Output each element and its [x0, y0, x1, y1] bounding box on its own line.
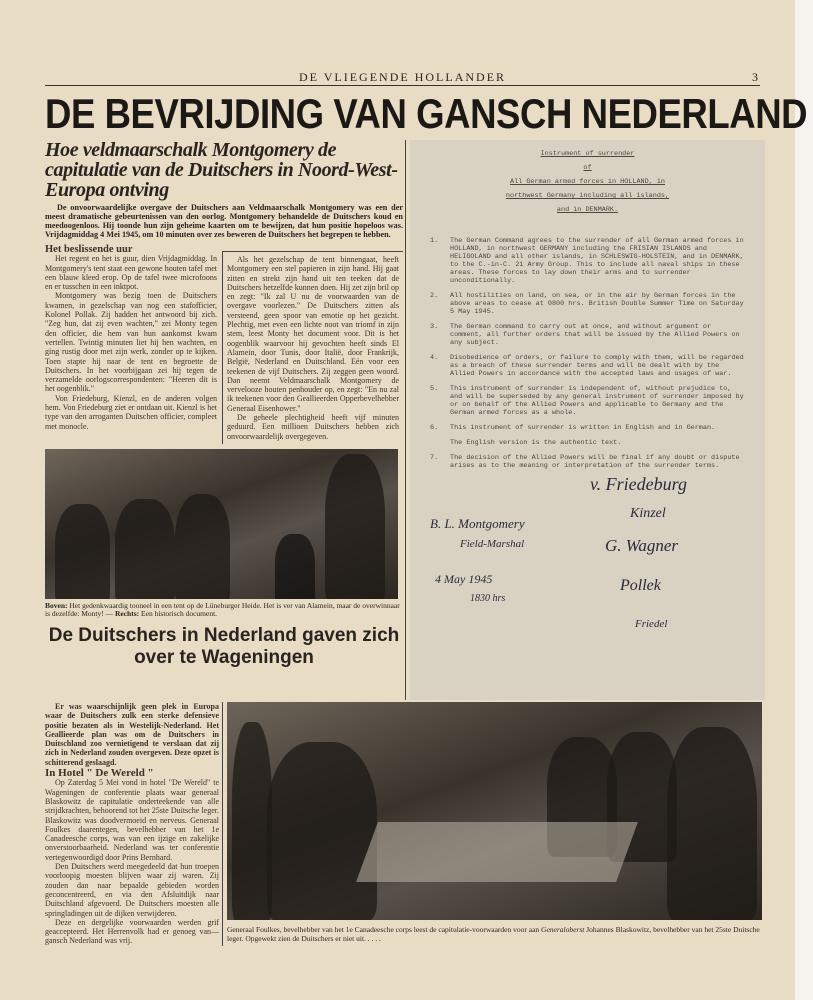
signature-montgomery: B. L. Montgomery — [430, 516, 525, 531]
clause-number: 6. — [430, 424, 439, 432]
paragraph: Den Duitschers werd meegedeeld dat hun troepen voorloopig moesten blijven waar zij waren. Zij zouden dan naar bepaalde gebieden worden geconcentreerd, en via den Afsluitdijk naar Duitschland afgevoerd. De Duitschers moesten alle springladingen uit de dijken verwijderen. — [45, 862, 219, 918]
photo-caption-2: Generaal Foulkes, bevelhebber van het 1e Canadeesche corps leest de capitulatie-voorwaarden voor aan Generaloberst Johannes Blaskowitz, bevelhebber van het 25ste Duitsche leger. Opgewekt zien de Duitschers er niet uit. . . . . — [227, 925, 760, 943]
left-column-flow — [45, 140, 403, 669]
signature-german-2: Kinzel — [630, 506, 666, 521]
clause-text: This instrument of surrender is independent of, without prejudice to, and will be superseded by any general instrument of surrender imposed by or on behalf of the Allied Powers and applicable to Germany and the German armed forces as a whole. — [450, 385, 744, 417]
paragraph: Op Zaterdag 5 Mei vond in hotel "De Wereld" te Wageningen de conferentie plaats waar generaal Blaskowitz de capitulatie onderteekende van alle strijdkrachten, behoorend tot het 25ste Duitsche leger. Blaskowitz was doodvermoeid en nerveus. Generaal Foulkes daarentegen, bevelhebber van het 1e Canadeesche corps, was van een ijzige en zakelijke onverstoorbaarheid. Nederland was ter conferentie vertegenwoordigd door Prins Bernhard. — [45, 778, 219, 862]
paragraph: Deze en dergelijke voorwaarden werden grif geaccepteerd. Het Herrenvolk had er genoeg van—gansch Nederland was vrij. — [45, 917, 219, 946]
doc-clause — [430, 237, 745, 285]
doc-title: northwest Germany including all islands, — [505, 192, 670, 200]
clause-text: The decision of the Allied Powers will be final if any doubt or dispute arises as to the meaning or interpretation of the surrender terms. — [450, 454, 740, 470]
doc-clause — [430, 292, 745, 316]
surrender-document — [410, 140, 765, 700]
paragraph: Het regent en het is guur, dien Vrijdagmiddag. In Montgomery's tent staat een gewone houten tafel met een blauw kleed erop. Op de tafel twee microfoons en er tusschen in een inktpot. — [45, 254, 217, 292]
clause-number: 4. — [430, 354, 439, 362]
doc-clause — [430, 385, 745, 417]
doc-clause — [430, 354, 745, 378]
photo-wageningen-conference — [227, 702, 762, 920]
signature-german-3: G. Wagner — [605, 536, 679, 555]
article2-headline: De Duitschers in Nederland gaven zich over te Wageningen — [48, 624, 400, 668]
doc-title: All German armed forces in HOLLAND, in — [510, 178, 665, 186]
page-number: 3 — [752, 70, 760, 84]
paragraph: Von Friedeburg, Kienzl, en de anderen volgen hem. Von Friedeburg ziet er ontdaan uit. Kienzl is het type van den arroganten Duitschen officier, compleet met monocle. — [45, 393, 217, 431]
article-columns — [45, 243, 403, 444]
article-column-1 — [45, 243, 217, 431]
photo-montgomery-tent — [45, 449, 398, 599]
paper-name: DE VLIEGENDE HOLLANDER — [298, 70, 507, 84]
signature-time: 1830 hrs — [470, 593, 506, 604]
photo-caption-1: Boven: Het gedenkwaardig tooneel in een tent op de Lüneburger Heide. Het is ver van Alamein, maar de overwinnaar is dezelfde: Monty! — Rechts: Een historisch document. — [45, 600, 400, 619]
clause-text: Disobedience of orders, or failure to comply with them, will be regarded as a breach of these surrender terms and will be dealt with by the Allied Powers in accordance with the accepted laws and usages of war. — [450, 354, 744, 378]
article2-lead: Er was waarschijnlijk geen plek in Europa waar de Duitschers zulk een sterke defensieve positie bezaten als in Westelijk-Nederland. Het Geallieerde plan was om de Duitschers in Duitschland zoo vernietigend te verslaan dat zij zich in Nederland zouden overgeven. Deze opzet is schitterend geslaagd. — [45, 702, 219, 767]
signature-date: 4 May 1945 — [435, 572, 493, 586]
clause-number: 1. — [430, 237, 439, 245]
clause-number: 7. — [430, 454, 439, 462]
clause-text: The English version is the authentic text. — [450, 439, 622, 447]
paragraph: Als het gezelschap de tent binnengaat, heeft Montgomery een stel papieren in zijn hand. Hij gaat zitten en strekt zijn hand uit ten teeken dat de Duitschers hetzelfde kunnen doen. Hij zet zijn bril op en zegt: "Ik zal U nu de voorwaarden van de overgave voorlezen." De Duitschers zitten als versteend, geen spoor van emotie op het gezicht. Plechtig, met even een lichte noot van triomf in zijn stem, leest Monty het document voor. Dit is het oogenblik waarvoor hij gevochten heeft sinds El Alamein, door Tunis, door Italië, door Frankrijk, België, Nederland en Duitschland. Eén voor een teekenen de vijf Duitschers. Zij zeggen geen woord. Dan neemt Veldmaarschalk Montgomery de vervelooze houten penhouder op, en zegt: "En nu zal ik teekenen voor den Geallieerden Opperbevelhebber Generaal Eisenhower." — [227, 255, 399, 413]
doc-clause — [430, 424, 745, 432]
section-heading: Het beslissende uur — [45, 244, 133, 255]
paragraph: De geheele plechtigheid heeft vijf minuten geduurd. Een millioen Duitschers hebben zich onvoorwaardelijk overgegeven. — [227, 413, 399, 441]
clause-number: 5. — [430, 385, 439, 393]
doc-title: of — [583, 164, 592, 172]
signature-german-4: Pollek — [620, 577, 661, 594]
clause-number — [430, 439, 450, 447]
article-column-2 — [222, 251, 403, 444]
article-lead: De onvoorwaardelijke overgave der Duitschers aan Veldmaarschalk Montgomery was een der meest dramatische gebeurtenissen van den oorlog. Montgomery behandelde de Duitschers koud en meedoogenloos. Hij toonde hun zijn geheime kaarten om te bewijzen, dat hun positie hopeloos was. Vrijdagmiddag 4 Mei 1945, om 10 minuten over zes beweren de Duitschers het begrepen te hebben. — [45, 203, 403, 239]
clause-number: 2. — [430, 292, 439, 300]
doc-clause — [430, 454, 745, 470]
main-headline: DE BEVRIJDING VAN GANSCH NEDERLAND — [45, 90, 808, 137]
doc-title: Instrument of surrender — [540, 150, 635, 158]
clause-text: This instrument of surrender is written in English and in German. — [450, 424, 716, 432]
column-rule — [405, 140, 406, 700]
article2-column — [45, 702, 223, 946]
clause-number: 3. — [430, 323, 439, 331]
clause-text: The German Command agrees to the surrender of all German armed forces in HOLLAND, in northwest GERMANY including the FRISIAN ISLANDS and HELIGOLAND and all other islands, in SCHLESWIG-HOLSTEIN, and in DENMARK, to the C.-in-C. 21 Army Group. This to include all naval ships in these areas. These forces to lay down their arms and to surrender unconditionally. — [450, 237, 744, 285]
section-heading: In Hotel " De Wereld " — [45, 767, 154, 780]
doc-clause — [430, 439, 745, 447]
clause-text: All hostilities on land, on sea, or in the air by German forces in the above areas to cease at 0800 hrs. British Double Summer Time on Saturday 5 May 1945. — [450, 292, 744, 316]
doc-title: and in DENMARK. — [556, 206, 619, 214]
doc-clause — [430, 323, 745, 347]
signature-rank: Field-Marshal — [460, 538, 525, 550]
signature-german-1: v. Friedeburg — [590, 474, 687, 494]
clause-text: The German command to carry out at once, and without argument or comment, all further orders that will be issued by the Allied Powers on any subject. — [450, 323, 740, 347]
paragraph: Montgomery was bezig toen de Duitschers kwamen, in gezelschap van nog een stafofficier, Kolonel Pollak. Zij hadden het antwoord bij zich. "Zeg hun, dat zij even wachten," zei Monty tegen den officier, die hem van hun aankomst kwam vertellen. Twintig minuten liet hij hen wachten, en ging rustig door met zijn werk, zonder op te kijken. Toen stapte hij naar de tent en begroette de Duitschers. In het voorbijgaan zei hij tegen de verzamelde oorlogscorrespondenten: "Heeren dit is het oogenblik." — [45, 291, 217, 394]
signature-german-5: Friedel — [635, 618, 668, 630]
masthead — [45, 70, 760, 86]
signatures-block — [430, 474, 745, 700]
article2-row — [45, 702, 762, 946]
article-subheadline: Hoe veldmaarschalk Montgomery de capitulatie van de Duitschers in Noord-West-Europa ontving — [45, 139, 398, 201]
article2-photo-block — [227, 702, 762, 943]
